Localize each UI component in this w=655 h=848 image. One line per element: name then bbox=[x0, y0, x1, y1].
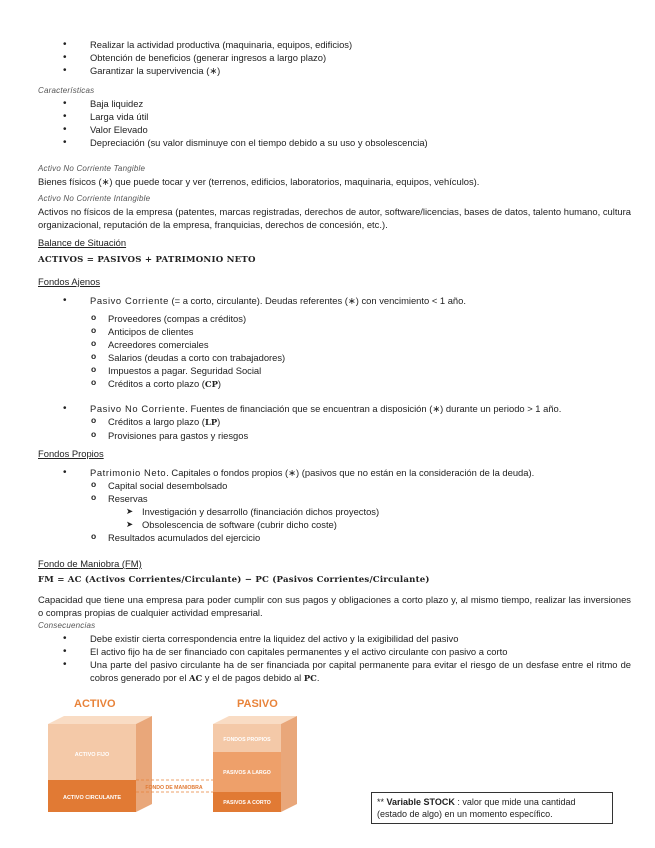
fondo-maniobra-formula: FM = AC (Activos Corrientes/Circulante) − PC (Pasivos Corrientes/Circulante) bbox=[38, 575, 430, 585]
pasivo-corriente-text: (= a corto, circulante). Deudas referentes (∗) con vencimiento < 1 año. bbox=[168, 295, 466, 306]
list-item: • Depreciación (su valor disminuye con el tiempo debido a su uso y obsolescencia) bbox=[38, 136, 631, 149]
pasivo-corriente-sublist bbox=[38, 312, 631, 391]
note-text: : valor que mide una cantidad (estado de algo) en un momento específico. bbox=[377, 797, 576, 819]
pasivos-corto-label: PASIVOS A CORTO bbox=[223, 800, 271, 806]
patrimonio-neto-text: . Capitales o fondos propios (∗) (pasivos que no están en la consideración de la deuda). bbox=[166, 467, 535, 478]
ac-abbrev: AC bbox=[189, 673, 203, 683]
item-text: . bbox=[316, 672, 320, 683]
variable-stock-note bbox=[371, 792, 613, 824]
intangible-text: Activos no físicos de la empresa (patentes, marcas registradas, derechos de autor, software/licencias, bases de datos, talento humano, cultura organizacional, reputación de la empresa, franquicias, derechos de concesión, etc.). bbox=[38, 206, 631, 230]
item-text-end: ) bbox=[217, 378, 222, 389]
note-prefix: ** bbox=[377, 797, 387, 807]
activo-circulante-label: ACTIVO CIRCULANTE bbox=[62, 795, 122, 801]
list-item bbox=[38, 658, 631, 685]
fondo-maniobra-description: Capacidad que tiene una empresa para poder cumplir con sus pagos y obligaciones a corto plazo y, al mismo tiempo, realizar las inversiones o compras propias de cualquier actividad empresarial. bbox=[38, 594, 631, 618]
lp-abbrev: LP bbox=[204, 417, 218, 427]
intangible-heading: Activo No Corriente Intangible bbox=[38, 194, 151, 203]
list-item: • Obtención de beneficios (generar ingresos a largo plazo) bbox=[38, 51, 631, 64]
list-item: o Capital social desembolsado bbox=[38, 479, 631, 492]
note-label: Variable STOCK bbox=[386, 797, 455, 807]
pasivo-corriente-list bbox=[38, 294, 631, 307]
fondos-propios-heading: Fondos Propios bbox=[38, 448, 104, 459]
list-item: • Larga vida útil bbox=[38, 110, 631, 123]
item-text: Una parte del pasivo circulante ha de ser financiada por capital permanente para evitar el riesgo de un desfase entre el ritmo de cobros generado por el bbox=[90, 659, 631, 683]
activo-side-face bbox=[136, 716, 152, 812]
list-item: o Resultados acumulados del ejercicio bbox=[38, 531, 631, 544]
list-item: • Baja liquidez bbox=[38, 97, 631, 110]
intro-list bbox=[38, 38, 631, 77]
list-item: o Provisiones para gastos y riesgos bbox=[38, 429, 631, 442]
consecuencias-list bbox=[38, 632, 631, 685]
pasivo-corriente-item bbox=[38, 294, 631, 307]
list-item: o Anticipos de clientes bbox=[38, 325, 631, 338]
pasivo-no-corriente-text: . Fuentes de financiación que se encuentran a disposición (∗) durante un periodo > 1 año. bbox=[185, 403, 562, 414]
pasivos-largo-label: PASIVOS A LARGO bbox=[223, 770, 271, 776]
caracteristicas-heading: Características bbox=[38, 86, 95, 95]
item-text: Créditos a corto plazo ( bbox=[108, 378, 205, 389]
activo-top-face bbox=[48, 716, 152, 724]
list-item: • El activo fijo ha de ser financiado con capitales permanentes y el activo circulante con pasivo a corto bbox=[38, 645, 631, 658]
item-text-end: ) bbox=[217, 416, 221, 427]
cp-abbrev: CP bbox=[204, 379, 218, 389]
list-item: ➤ Obsolescencia de software (cubrir dicho coste) bbox=[38, 518, 631, 531]
pasivo-no-corriente-label: Pasivo No Corriente bbox=[90, 403, 186, 414]
list-item: o Acreedores comerciales bbox=[38, 338, 631, 351]
item-text: y el de pagos debido al bbox=[202, 672, 304, 683]
fondos-propios-label: FONDOS PROPIOS bbox=[223, 737, 271, 743]
item-text: Créditos a largo plazo ( bbox=[108, 416, 205, 427]
activo-title: ACTIVO bbox=[74, 698, 116, 710]
fondo-maniobra-diagram bbox=[40, 694, 305, 842]
list-item: o Impuestos a pagar. Seguridad Social bbox=[38, 364, 631, 377]
patrimonio-neto-item bbox=[38, 466, 631, 479]
patrimonio-neto-label: Patrimonio Neto bbox=[90, 467, 167, 478]
pasivo-no-corriente-list bbox=[38, 402, 631, 442]
pc-abbrev: PC bbox=[303, 673, 317, 683]
list-item: ➤ Investigación y desarrollo (financiación dichos proyectos) bbox=[38, 505, 631, 518]
list-item: • Realizar la actividad productiva (maquinaria, equipos, edificios) bbox=[38, 38, 631, 51]
pasivo-no-corriente-item bbox=[38, 402, 631, 415]
list-item: • Garantizar la supervivencia (∗) bbox=[38, 64, 631, 77]
list-item: • Valor Elevado bbox=[38, 123, 631, 136]
fondo-maniobra-label: FONDO DE MANIOBRA bbox=[145, 785, 203, 791]
activo-fijo-label: ACTIVO FIJO bbox=[74, 752, 110, 758]
pasivo-title: PASIVO bbox=[237, 698, 278, 710]
patrimonio-neto-list bbox=[38, 466, 631, 544]
balance-formula: ACTIVOS = PASIVOS + PATRIMONIO NETO bbox=[38, 255, 256, 265]
fondos-ajenos-heading: Fondos Ajenos bbox=[38, 276, 101, 287]
caracteristicas-list bbox=[38, 97, 631, 149]
list-item bbox=[38, 415, 631, 429]
pasivo-corriente-label: Pasivo Corriente bbox=[90, 295, 169, 306]
balance-heading: Balance de Situación bbox=[38, 237, 127, 248]
list-item: o Salarios (deudas a corto con trabajadores) bbox=[38, 351, 631, 364]
list-item: o Reservas bbox=[38, 492, 631, 505]
list-item: o Proveedores (compas a créditos) bbox=[38, 312, 631, 325]
list-item: • Debe existir cierta correspondencia entre la liquidez del activo y la exigibilidad del pasivo bbox=[38, 632, 631, 645]
tangible-text: Bienes físicos (∗) que puede tocar y ver (terrenos, edificios, laboratorios, maquinaria, equipos, vehículos). bbox=[38, 176, 480, 187]
tangible-heading: Activo No Corriente Tangible bbox=[38, 164, 146, 173]
fondo-maniobra-heading: Fondo de Maniobra (FM) bbox=[38, 558, 142, 569]
list-item bbox=[38, 377, 631, 391]
consecuencias-heading: Consecuencias bbox=[38, 621, 96, 630]
pasivo-side-face bbox=[281, 716, 297, 812]
